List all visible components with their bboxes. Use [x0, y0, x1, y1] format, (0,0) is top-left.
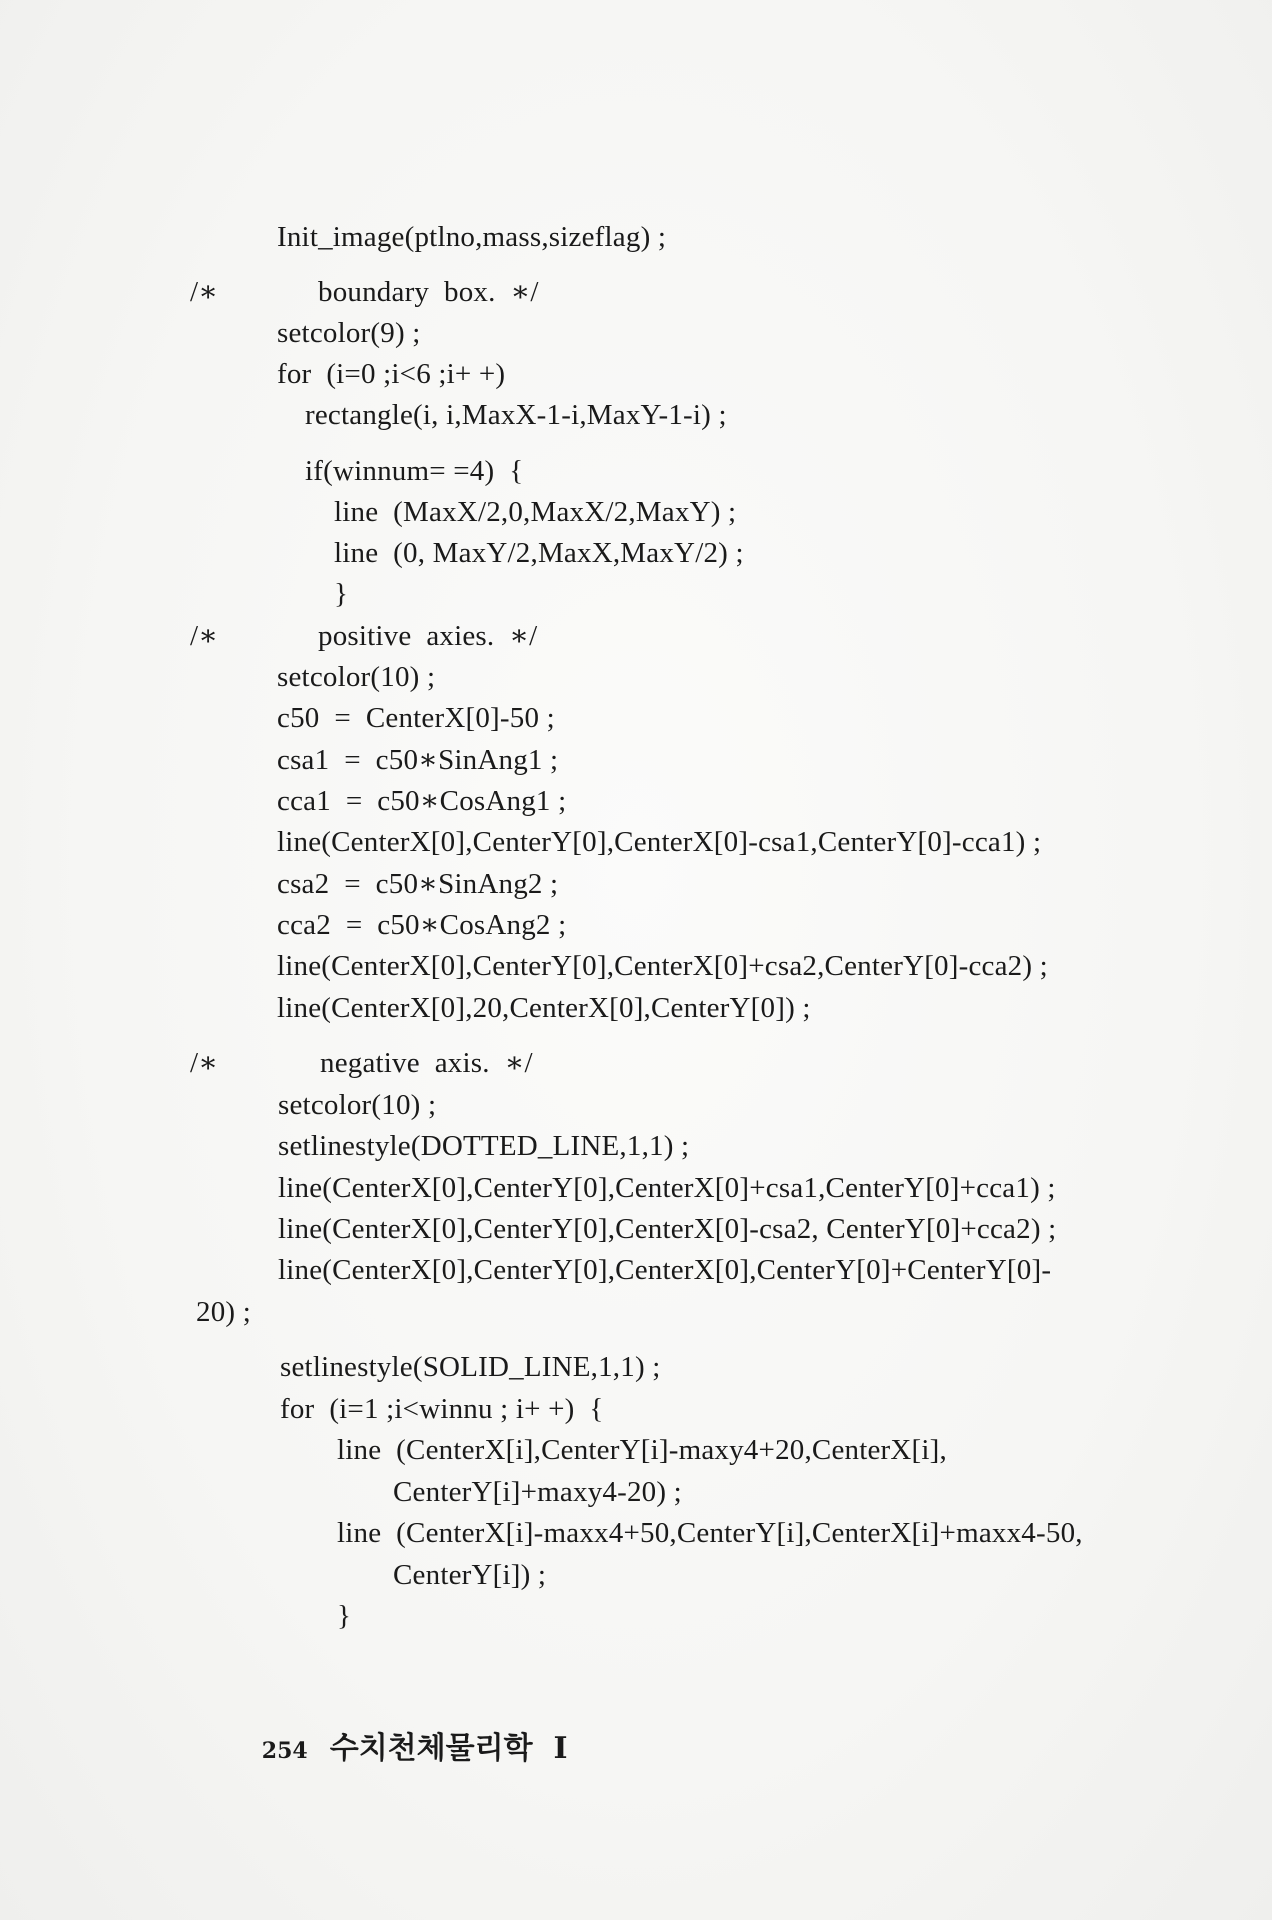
code-line: setlinestyle(SOLID_LINE,1,1) ;	[280, 1351, 661, 1383]
code-line: c50 = CenterX[0]-50 ;	[277, 702, 555, 734]
code-line: line(CenterX[0],CenterY[0],CenterX[0]-csa1,CenterY[0]-cca1) ;	[277, 826, 1042, 858]
code-line: for (i=1 ;i<winnu ; i+ +) {	[280, 1393, 604, 1425]
book-title: 수치천체물리학 I	[329, 1731, 568, 1766]
code-line-continuation: 20) ;	[196, 1296, 251, 1328]
code-line: line (MaxX/2,0,MaxX/2,MaxY) ;	[334, 496, 737, 528]
code-line: line(CenterX[0],CenterY[0],CenterX[0]+csa1,CenterY[0]+cca1) ;	[278, 1172, 1056, 1204]
code-line: for (i=0 ;i<6 ;i+ +)	[277, 358, 506, 390]
code-line: line (CenterX[i],CenterY[i]-maxy4+20,CenterX[i],	[337, 1434, 947, 1466]
code-line: setlinestyle(DOTTED_LINE,1,1) ;	[278, 1130, 690, 1162]
code-line: if(winnum= =4) {	[305, 455, 524, 487]
code-line: }	[337, 1600, 352, 1632]
comment-text: positive axies. ∗/	[318, 620, 538, 652]
code-line: setcolor(10) ;	[278, 1089, 437, 1121]
code-line: setcolor(9) ;	[277, 317, 421, 349]
code-line: cca1 = c50∗CosAng1 ;	[277, 785, 567, 817]
code-line: csa2 = c50∗SinAng2 ;	[277, 868, 559, 900]
comment-text: negative axis. ∗/	[320, 1047, 533, 1079]
comment-marker: /∗	[190, 1047, 219, 1079]
code-line: csa1 = c50∗SinAng1 ;	[277, 744, 559, 776]
code-line: }	[334, 578, 349, 610]
code-line-continuation: CenterY[i]+maxy4-20) ;	[393, 1476, 682, 1508]
code-line: setcolor(10) ;	[277, 661, 436, 693]
code-line: line(CenterX[0],20,CenterX[0],CenterY[0]) ;	[277, 992, 811, 1024]
comment-marker: /∗	[190, 620, 219, 652]
code-line-continuation: CenterY[i]) ;	[393, 1559, 547, 1591]
code-line: line(CenterX[0],CenterY[0],CenterX[0]+csa2,CenterY[0]-cca2) ;	[277, 950, 1048, 982]
comment-text: boundary box. ∗/	[318, 276, 539, 308]
code-line: line(CenterX[0],CenterY[0],CenterX[0],CenterY[0]+CenterY[0]-	[278, 1254, 1052, 1286]
code-line: cca2 = c50∗CosAng2 ;	[277, 909, 567, 941]
code-line: line (0, MaxY/2,MaxX,MaxY/2) ;	[334, 537, 744, 569]
comment-marker: /∗	[190, 276, 219, 308]
code-line: line (CenterX[i]-maxx4+50,CenterY[i],CenterX[i]+maxx4-50,	[337, 1517, 1083, 1549]
code-line: rectangle(i, i,MaxX-1-i,MaxY-1-i) ;	[305, 399, 727, 431]
code-line: line(CenterX[0],CenterY[0],CenterX[0]-csa2, CenterY[0]+cca2) ;	[278, 1213, 1057, 1245]
page-footer	[220, 1688, 568, 1802]
page-number: 254	[261, 1738, 308, 1764]
code-line: Init_image(ptlno,mass,sizeflag) ;	[277, 221, 667, 253]
